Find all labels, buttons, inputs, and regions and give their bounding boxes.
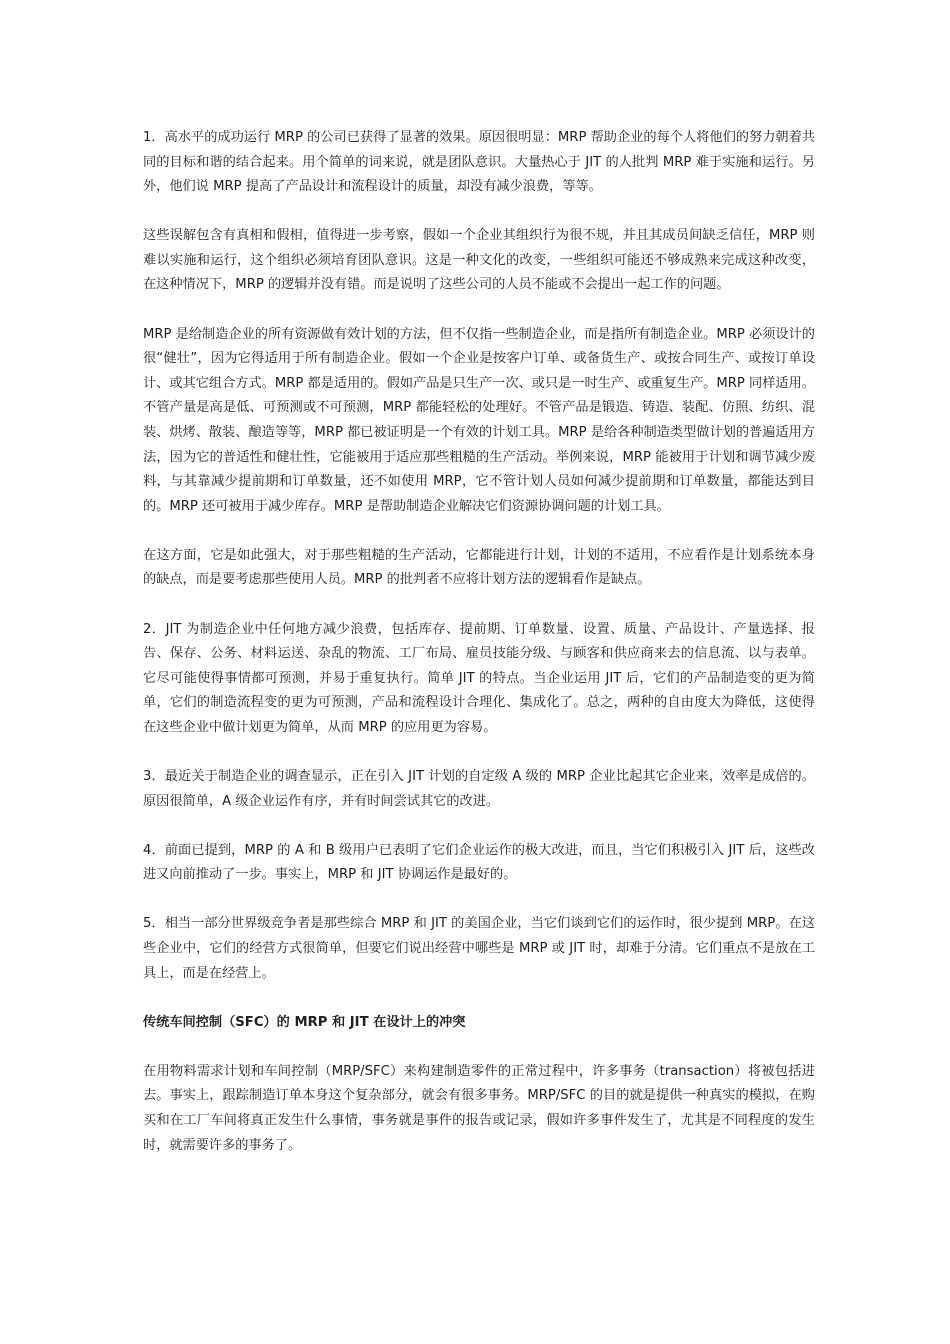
paragraph-8: 5．相当一部分世界级竞争者是那些综合 MRP 和 JIT 的美国企业，当它们谈到它们的运作时，很少提到 MRP。在这些企业中，它们的经营方式很简单，但要它们说出经营中哪些是 MRP 或 JIT 时，却难于分清。它们重点不是放在工具上，而是在经营上。 (143, 916, 815, 981)
paragraph-3: MRP 是给制造企业的所有资源做有效计划的方法，但不仅指一些制造企业，而是指所有制造企业。MRP 必须设计的很“健壮”，因为它得适用于所有制造企业。假如一个企业是按客户订单、或备货生产、或按合同生产、或按订单设计、或其它组合方式。MRP 都是适用的。假如产品是只生产一次、或只是一时生产、或重复生产。MRP 同样适用。不管产量是高是低、可预测或不可预测，MRP 都能轻松的处理好。不管产品是锻造、铸造、装配、仿照、纺织、混装、烘烤、散装、酿造等等，MRP 都已被证明是一个有效的计划工具。MRP 是给各种制造类型做计划的普遍适用方法，因为它的普适性和健壮性，它能被用于适应那些粗糙的生产活动。举例来说，MRP 能被用于计划和调节减少废料，与其靠减少提前期和订单数量，还不如使用 MRP，它不管计划人员如何减少提前期和订单数量，都能达到目的。MRP 还可被用于减少库存。MRP 是帮助制造企业解决它们资源协调问题的计划工具。 (143, 326, 815, 514)
paragraph-7: 4．前面已提到，MRP 的 A 和 B 级用户已表明了它们企业运作的极大改进，而且，当它们积极引入 JIT 后，这些改进又向前推动了一步。事实上，MRP 和 JIT 协调运作是最好的。 (143, 842, 815, 883)
section-paragraph: 在用物料需求计划和车间控制（MRP/SFC）来构建制造零件的正常过程中，许多事务（transaction）将被包括进去。事实上，跟踪制造订单本身这个复杂部分，就会有很多事务。MRP/SFC 的目的就是提供一种真实的模拟，在购买和在工厂车间将真正发生什么事情，事务就是事件的报告或记录，假如许多事件发生了，尤其是不同程度的发生时，就需要许多的事务了。 (143, 1063, 815, 1153)
paragraph-2: 这些误解包含有真相和假相，值得进一步考察，假如一个企业其组织行为很不规，并且其成员间缺乏信任，MRP 则难以实施和运行，这个组织必须培育团队意识。这是一种文化的改变，一些组织可能还不够成熟来完成这种改变，在这种情况下，MRP 的逻辑并没有错。而是说明了这些公司的人员不能或不会提出一起工作的问题。 (143, 228, 815, 293)
paragraph-4: 在这方面，它是如此强大，对于那些粗糙的生产活动，它都能进行计划，计划的不适用，不应看作是计划系统本身的缺点，而是要考虑那些使用人员。MRP 的批判者不应将计划方法的逻辑看作是缺点。 (143, 547, 815, 588)
paragraph-1: 1．高水平的成功运行 MRP 的公司已获得了显著的效果。原因很明显：MRP 帮助企业的每个人将他们的努力朝着共同的目标和谐的结合起来。用个简单的词来说，就是团队意识。大量热心于 JIT 的人批判 MRP 难于实施和运行。另外，他们说 MRP 提高了产品设计和流程设计的质量，却没有减少浪费，等等。 (143, 130, 815, 195)
document-body (143, 126, 815, 1183)
section-heading: 传统车间控制（SFC）的 MRP 和 JIT 在设计上的冲突 (143, 1014, 466, 1030)
paragraph-6: 3．最近关于制造企业的调查显示，正在引入 JIT 计划的自定级 A 级的 MRP 企业比起其它企业来，效率是成倍的。原因很简单，A 级企业运作有序，并有时间尝试其它的改进。 (143, 768, 815, 809)
paragraph-5: 2．JIT 为制造企业中任何地方减少浪费，包括库存、提前期、订单数量、设置、质量、产品设计、产量选择、报告、保存、公务、材料运送、杂乱的物流、工厂布局、雇员技能分级、与顾客和供应商来去的信息流、以与表单。它尽可能使得事情都可预测，并易于重复执行。简单 JIT 的特点。当企业运用 JIT 后，它们的产品制造变的更为简单，它们的制造流程变的更为可预测，产品和流程设计合理化、集成化了。总之，两种的自由度大为降低，这使得在这些企业中做计划更为简单，从而 MRP 的应用更为容易。 (143, 621, 815, 735)
